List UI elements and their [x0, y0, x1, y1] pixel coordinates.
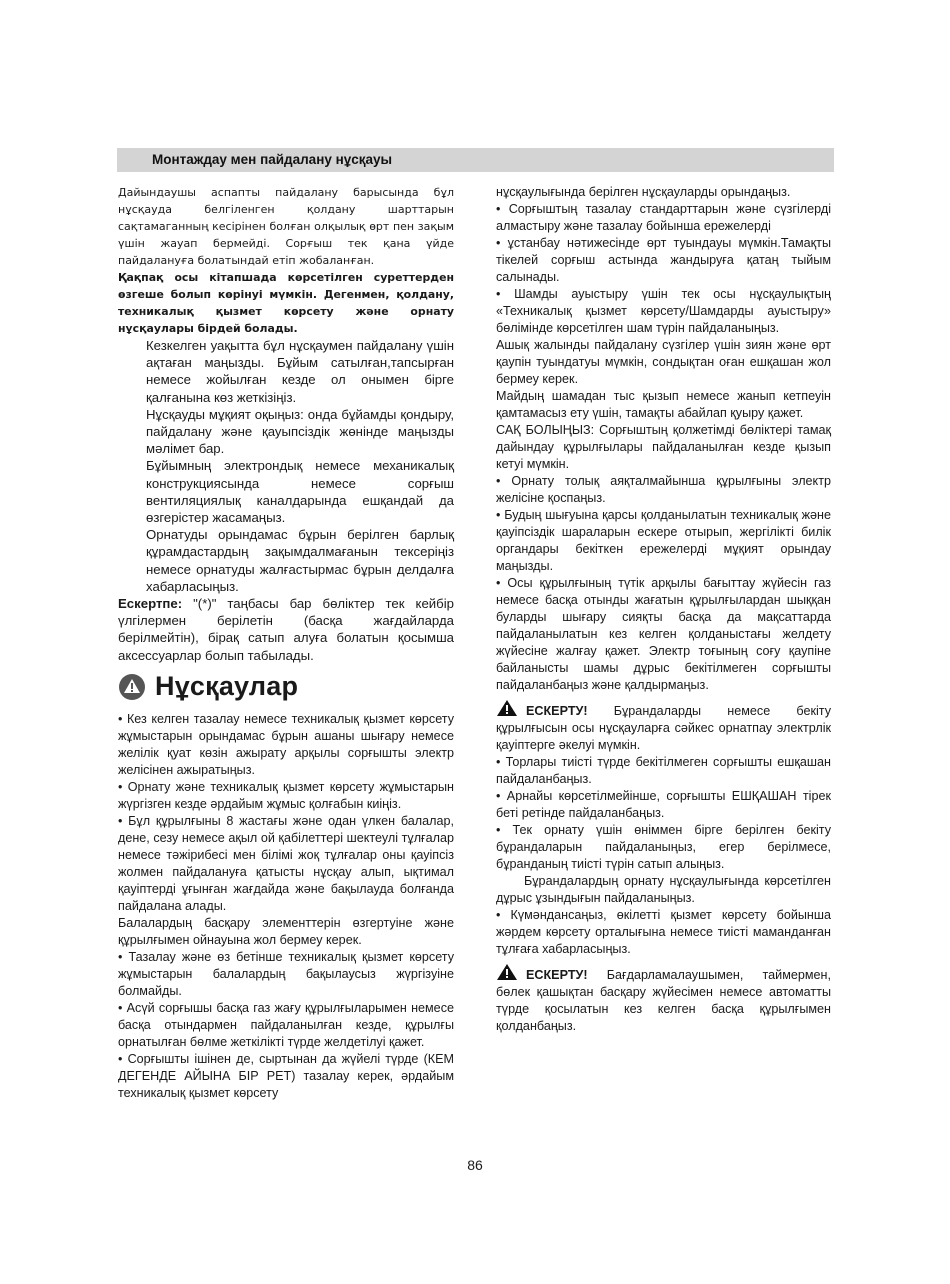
- instruction-paragraph: • Асүй сорғышы басқа газ жағу құрылғыларымен немесе басқа отындармен пайдаланылған кезде, құрылғы орнатылған бөлме жеткілікті түрде желдетілуі қажет.: [118, 1000, 454, 1049]
- instruction-paragraph: • Орнату толық аяқталмайынша құрылғыны электр желісіне қоспаңыз.: [496, 474, 831, 505]
- note-paragraph: [118, 595, 454, 664]
- note-label: Ескертпе:: [118, 596, 183, 612]
- instruction-paragraph: • Шамды ауыстыру үшін тек осы нұсқаулықтың «Техникалық қызмет көрсету/Шамдарды ауыстыру» бөлімінде көрсетілген шам түрін пайдаланыңыз.: [496, 287, 831, 335]
- instruction-paragraph: • Торлары тиісті түрде бекітілмеген сорғышты ешқашан пайдаланбаңыз.: [496, 755, 831, 786]
- heading-title: Нұсқаулар: [155, 671, 299, 702]
- warning-triangle-icon: [496, 963, 518, 981]
- warning-label: ЕСКЕРТУ!: [526, 968, 588, 982]
- indented-paragraph: Нұсқауды мұқият оқыңыз: онда бұйамды қондыру, пайдалану және қауыпсіздік жөнінде маңызды мәлімет бар.: [146, 406, 454, 457]
- note-text: "(*)" таңбасы бар бөліктер тек кейбір үлгілермен берілетін (басқа жағдайларда берілмейтін), бірақ сатып алуға болатын қосымша аксессуарлар болып табылады.: [118, 596, 454, 663]
- instruction-paragraph: Бұрандалардың орнату нұсқаулығында көрсетілген дұрыс ұзындығын пайдаланыңыз.: [496, 874, 831, 905]
- instruction-paragraph: Майдың шамадан тыс қызып немесе жанып кетпеуін қамтамасыз ету үшін, тамақты абайлап қуыру қажет.: [496, 389, 831, 420]
- instruction-paragraph: • Сорғыштың тазалау стандарттарын және сүзгілерді алмастыру және тазалау бойынша ережелерді: [496, 202, 831, 233]
- instruction-paragraph: • Тек орнату үшін өніммен бірге берілген бекіту бұрандаларын пайдаланыңыз, егер берілмесе, бұранданың тиісті түрін сатып алыңыз.: [496, 823, 831, 871]
- warning-paragraph: [496, 963, 831, 1035]
- warning-text: Бұрандаларды немесе бекіту құрылғысын осы нұсқауларға сәйкес орнатпау электрлік қауіптерге әкелуі мүмкін.: [496, 704, 831, 752]
- instruction-paragraph: • Орнату және техникалық қызмет көрсету жұмыстарын жүргізген кезде әрдайым жұмыс қолғабын киіңіз.: [118, 779, 454, 811]
- indented-paragraph: Бұйымның электрондық немесе механикалық конструкциясында немесе сорғыш вентиляциялық каналдарында ешқандай да өзгерістер жасамаңыз.: [146, 458, 454, 526]
- left-column: [118, 184, 454, 1102]
- instructions-heading: [118, 669, 454, 705]
- warning-circle-icon: [118, 673, 146, 701]
- warning-paragraph: [496, 699, 831, 754]
- section-header-bar: [117, 148, 834, 172]
- page-number: 86: [467, 1157, 483, 1173]
- instruction-paragraph: • Тазалау және өз бетінше техникалық қызмет көрсету жұмыстарын балалардың бақылаусыз жүргізуіне болмайды.: [118, 949, 454, 998]
- warning-triangle-icon: [496, 699, 518, 717]
- right-column: [496, 184, 831, 1035]
- instruction-paragraph: • ұстанбау нәтижесінде өрт туындауы мүмкін.Тамақты тікелей сорғыш астында жандыруға қатаң тыйым салынады.: [496, 236, 831, 284]
- section-title: Монтаждау мен пайдалану нұсқауы: [152, 152, 393, 167]
- instruction-paragraph: • Осы құрылғының түтік арқылы бағыттау жүйесін газ немесе басқа отынды жағатын құрылғылардан шыққан буларды шығару сияқты басқа да мақсаттарда пайдаланылатын кез келген қолданыстағы желдету жүйесіне жалғау қажет. Электр тоғының соғу қаупіне байланысты шамы дұрыс бекітілмеген сорғышты пайдаланбаңыз және қалдырмаңыз.: [496, 576, 831, 692]
- warning-label: ЕСКЕРТУ!: [526, 704, 588, 718]
- warning-text: Бағдарламалаушымен, таймермен, бөлек қашықтан басқару жүйесімен немесе автоматты түрде қосылатын кез келген басқа құрылғымен қолданбаңыз.: [496, 968, 831, 1033]
- intro-bold-paragraph: Қақпақ осы кітапшада көрсетілген суреттерден өзгеше болып көрінуі мүмкін. Дегенмен, қолдану, техникалық қызмет көрсету және орнату нұсқаулары бірдей болады.: [118, 271, 454, 335]
- instruction-paragraph: Ашық жалынды пайдалану сүзгілер үшін зиян және өрт қаупін туындатуы мүмкін, сондықтан оған ешқашан жол бермеу керек.: [496, 338, 831, 386]
- indented-paragraph: Орнатуды орындамас бұрын берілген барлық құрамдастардың зақымдалмағанын тексеріңіз немесе орнатуды жалғастырмас бұрын делдалға хабарласыңыз.: [146, 527, 454, 594]
- indented-paragraph: Кезкелген уақытта бұл нұсқаумен пайдалану үшін ақтаған маңызды. Бұйым сатылған,тапсырған немесе жойылған кезде ол онымен бірге қалғанына көз жеткізіңіз.: [146, 338, 454, 405]
- instruction-paragraph: Балалардың басқару элементтерін өзгертуіне және құрылғымен ойнауына жол бермеу керек.: [118, 915, 454, 947]
- instruction-paragraph: • Бұл құрылғыны 8 жастағы және одан үлкен балалар, дене, сезу немесе ақыл ой қабілеттері шектеулі тұлғалар немесе тәжірибесі мен білімі жоқ тұлғалар оны қауіпсіз жолмен пайдалануға қатысты нұсқау алып, ықтимал қауіптерді ұғынған жағдайда және бақылауда болғанда пайдалана алады.: [118, 813, 454, 913]
- instruction-paragraph: нұсқаулығында берілген нұсқауларды орындаңыз.: [496, 185, 791, 199]
- instruction-paragraph: • Арнайы көрсетілмейінше, сорғышты ЕШҚАШАН тірек беті ретінде пайдаланбаңыз.: [496, 789, 831, 820]
- instruction-paragraph: • Будың шығуына қарсы қолданылатын техникалық және қауіпсіздік шараларын ескере отырып, жергілікті билік органдары бекіткен ережелерді мұқият орындау маңызды.: [496, 508, 831, 573]
- instruction-paragraph: • Күмәндансаңыз, өкілетті қызмет көрсету бойынша жәрдем көрсету орталығына немесе тиісті маманданған тұлғаға хабарласыңыз.: [496, 908, 831, 956]
- instruction-paragraph: • Сорғышты ішінен де, сыртынан да жүйелі түрде (КЕМ ДЕГЕНДЕ АЙЫНА БІР РЕТ) тазалау керек, әрдайым техникалық қызмет көрсету: [118, 1051, 454, 1100]
- instruction-paragraph: САҚ БОЛЫҢЫЗ: Сорғыштың қолжетімді бөліктері тамақ дайындау құрылғылары пайдаланылған кезде қызып кетуі мүмкін.: [496, 423, 831, 471]
- instruction-paragraph: • Кез келген тазалау немесе техникалық қызмет көрсету жұмыстарын орындамас бұрын ашаны шығару немесе желілік қуат көзін ажырату арқылы сорғышты электр желісінен ажыратыңыз.: [118, 711, 454, 777]
- intro-paragraph: Дайындаушы аспапты пайдалану барысында бұл нұсқауда белгіленген қолдану шарттарын сақтамаганның кесірінен болған олқылық өрт пен зақым үшін жауап бермейді. Сорғыш тек қана үйде пайдалануға болатындай етіп жобаланған.: [118, 186, 454, 267]
